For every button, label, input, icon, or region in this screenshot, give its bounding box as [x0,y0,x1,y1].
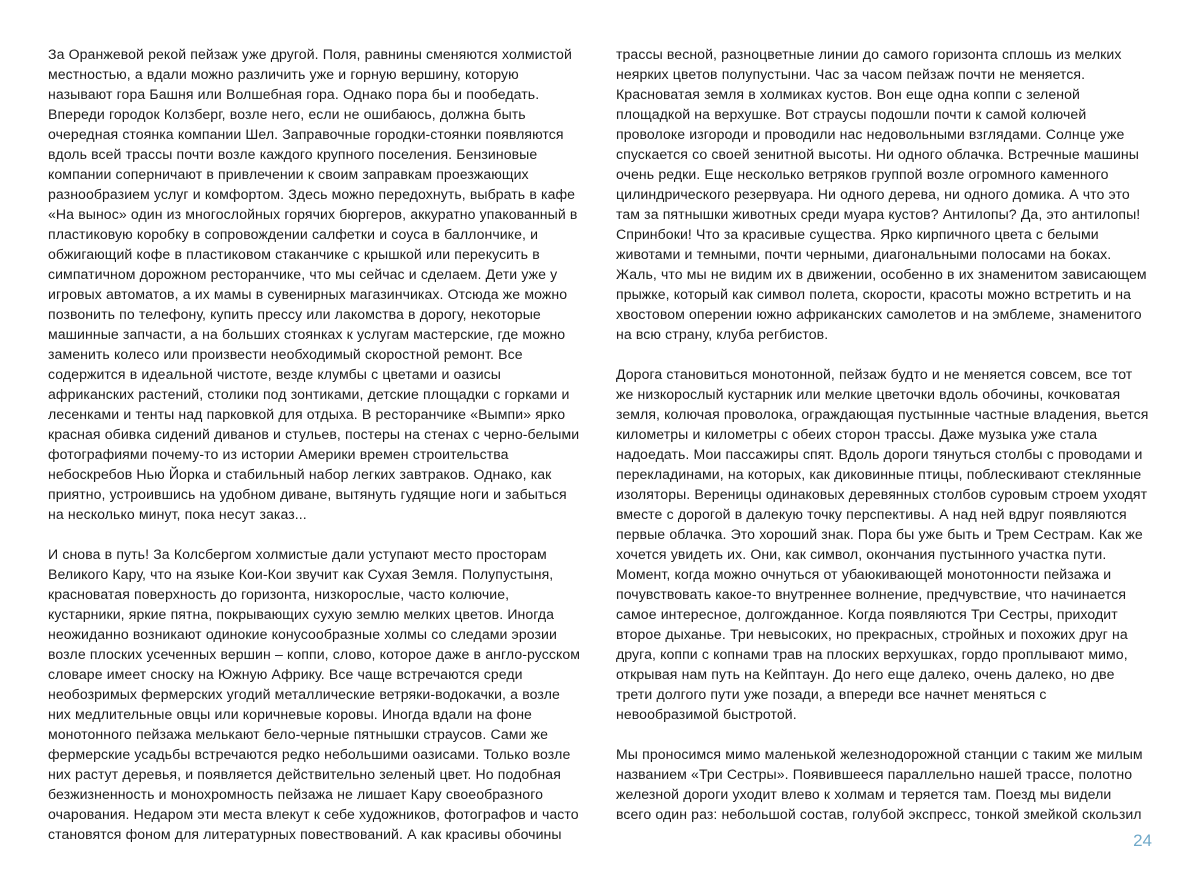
paragraph: И снова в путь! За Колсбергом холмистые дали уступают место просторам Великого Кару, что на языке Кои-Кои звучит как Сухая Земля. Полупустыня, красноватая поверхность до горизонта, низкорослые, часто колючие, кустарники, яркие пятна, покрывающих сухую землю мелких цветов. Иногда неожиданно возникают одинокие конусообразные холмы со следами эрозии возле плоских усеченных вершин – коппи, слово, которое даже в англо-русском словаре имеет сноску на Южную Африку. Все чаще встречаются среди необозримых фермерских угодий металлические ветряки-водокачки, а возле них медлительные овцы или коричневые коровы. Иногда вдали на фоне монотонного пейзажа мелькают бело-черные пятнышки страусов. Сами же фермерские усадьбы встречаются редко небольшими оазисами. Только возле них растут деревья, и появляется действительно зеленый цвет. Но подобная безжизненность и монохромность пейзажа не лишает Кару своеобразного очарования. Недаром эти места влекут к себе художников, фотографов и часто становятся фоном для литературных повествований. А как красивы обочины [48,546,581,842]
text-column-right [616,44,1150,824]
paragraph: трассы весной, разноцветные линии до самого горизонта сплошь из мелких неярких цветов полупустыни. Час за часом пейзаж почти не меняется. Красноватая земля в холмиках кустов. Вон еще одна коппи с зеленой площадкой на верхушке. Вот страусы подошли почти к самой колючей проволоке изгороди и проводили нас недовольными взглядами. Солнце уже спускается со своей зенитной высоты. Ни одного облачка. Встречные машины очень редки. Еще несколько ветряков группой возле огромного каменного цилиндрического резервуара. Ни одного дерева, ни одного домика. А что это там за пятнышки животных среди муара кустов? Антилопы? Да, это антилопы! Спринбоки! Что за красивые существа. Ярко кирпичного цвета с белыми животами и темными, почти черными, диагональными полосами на боках. Жаль, что мы не видим их в движении, особенно в их знаменитом зависающем прыжке, который как символ полета, скорости, красоты можно встретить и на хвостовом оперении южно африканских самолетов и на эмблеме, знаменитого на всю страну, клуба регбистов. [616,46,1147,342]
page-number: 24 [1133,831,1152,850]
paragraph: За Оранжевой рекой пейзаж уже другой. Поля, равнины сменяются холмистой местностью, а вдали можно различить уже и горную вершину, которую называют гора Башня или Волшебная гора. Однако пора бы и пообедать. Впереди городок Колзберг, возле него, если не ошибаюсь, должна быть очередная стоянка компании Шел. Заправочные городки-стоянки появляются вдоль всей трассы почти возле каждого крупного поселения. Бензиновые компании соперничают в привлечении к своим заправкам проезжающих разнообразием услуг и комфортом. Здесь можно передохнуть, выбрать в кафе «На вынос» один из многослойных горячих бюргеров, аккуратно упакованный в пластиковую коробку в сопровождении салфетки и соуса в баллончике, и обжигающий кофе в пластиковом стаканчике с крышкой или перекусить в симпатичном дорожном ресторанчике, что мы сейчас и сделаем. Дети уже у игровых автоматов, а их мамы в сувенирных магазинчиках. Отсюда же можно позвонить по телефону, купить прессу или лакомства в дорогу, некоторые машинные запчасти, а на больших стоянках к услугам мастерские, где можно заменить колесо или произвести необходимый скоростной ремонт. Все содержится в идеальной чистоте, везде клумбы с цветами и оазисы африканских растений, столики под зонтиками, детские площадки с горками и лесенками и тенты над парковкой для отдыха. В ресторанчике «Вымпи» ярко красная обивка сидений диванов и стульев, постеры на стенах с черно-белыми фотографиями почему-то из истории Америки времен строительства небоскребов Нью Йорка и стабильный набор легких завтраков. Однако, как приятно, устроившись на удобном диване, вытянуть гудящие ноги и забыться на несколько минут, пока несут заказ... [48,46,580,522]
paragraph: Дорога становиться монотонной, пейзаж будто и не меняется совсем, все тот же низкорослый кустарник или мелкие цветочки вдоль обочины, кочковатая земля, колючая проволока, ограждающая пустынные частные владения, вьется километры и километры с обеих сторон трассы. Даже музыка уже стала надоедать. Мои пассажиры спят. Вдоль дороги тянуться столбы с проводами и перекладинами, на которых, как диковинные птицы, поблескивают стеклянные изоляторы. Вереницы одинаковых деревянных столбов суровым строем уходят вместе с дорогой в далекую точку перспективы. А над ней вдруг появляются первые облачка. Это хороший знак. Пора бы уже быть и Трем Сестрам. Как же хочется увидеть их. Они, как символ, окончания пустынного участка пути. Момент, когда можно очнуться от убаюкивающей монотонности пейзажа и почувствовать какое-то внутреннее волнение, предчувствие, что начинается самое интересное, долгожданное. Когда появляются Три Сестры, приходит второе дыханье. Три невысоких, но прекрасных, стройных и похожих друг на друга, коппи с копнами трав на плоских верхушках, гордо проплывают мимо, открывая нам путь на Кейптаун. До него еще далеко, очень далеко, но две трети долгого пути уже позади, а впереди все начнет меняться с невообразимой быстротой. [616,366,1149,722]
paragraph: Мы проносимся мимо маленькой железнодорожной станции с таким же милым названием «Три Сестры». Появившееся параллельно нашей трассе, полотно железной дороги уходит влево к холмам и теряется там. Поезд мы видели всего один раз: небольшой состав, голубой экспресс, тонкой змейкой скользил [616,746,1143,822]
text-column-left [48,44,585,844]
